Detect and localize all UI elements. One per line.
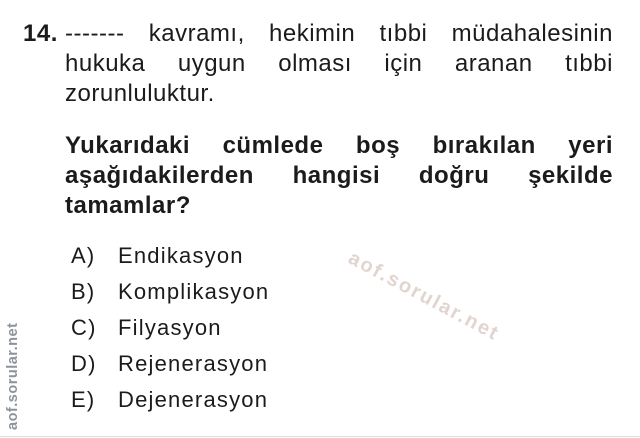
- options-list: [71, 241, 269, 421]
- prompt-line-3: tamamlar?: [65, 192, 191, 219]
- option-letter-a: A): [71, 243, 96, 268]
- option-label-a: Endikasyon: [118, 243, 244, 268]
- option-label-d: Rejenerasyon: [118, 351, 269, 376]
- option-letter-e: E): [71, 387, 96, 412]
- bottom-divider: [0, 436, 640, 437]
- option-label-b: Komplikasyon: [118, 279, 270, 304]
- watermark-diagonal: aof.sorular.net: [344, 247, 504, 346]
- option-letter-d: D): [71, 351, 97, 376]
- stem-line-2: hukuka uygun olması için aranan tıbbi: [65, 50, 613, 77]
- option-row-e: [71, 385, 269, 415]
- option-letter-b: B): [71, 279, 96, 304]
- option-label-c: Filyasyon: [118, 315, 222, 340]
- stem-line-1: ------- kavramı, hekimin tıbbi müdahalesinin: [65, 20, 613, 47]
- watermark-vertical: aof.sorular.net: [5, 322, 21, 430]
- question-stem: [65, 19, 613, 109]
- question-number: 14.: [23, 20, 58, 47]
- option-row-d: [71, 349, 269, 379]
- prompt-line-1: Yukarıdaki cümlede boş bırakılan yeri: [65, 132, 613, 159]
- option-row-c: [71, 313, 269, 343]
- option-row-a: [71, 241, 269, 271]
- option-letter-c: C): [71, 315, 97, 340]
- option-row-b: [71, 277, 269, 307]
- question-prompt: [65, 131, 613, 221]
- stem-line-3: zorunluluktur.: [65, 80, 215, 107]
- option-label-e: Dejenerasyon: [118, 387, 269, 412]
- prompt-line-2: aşağıdakilerden hangisi doğru şekilde: [65, 162, 613, 189]
